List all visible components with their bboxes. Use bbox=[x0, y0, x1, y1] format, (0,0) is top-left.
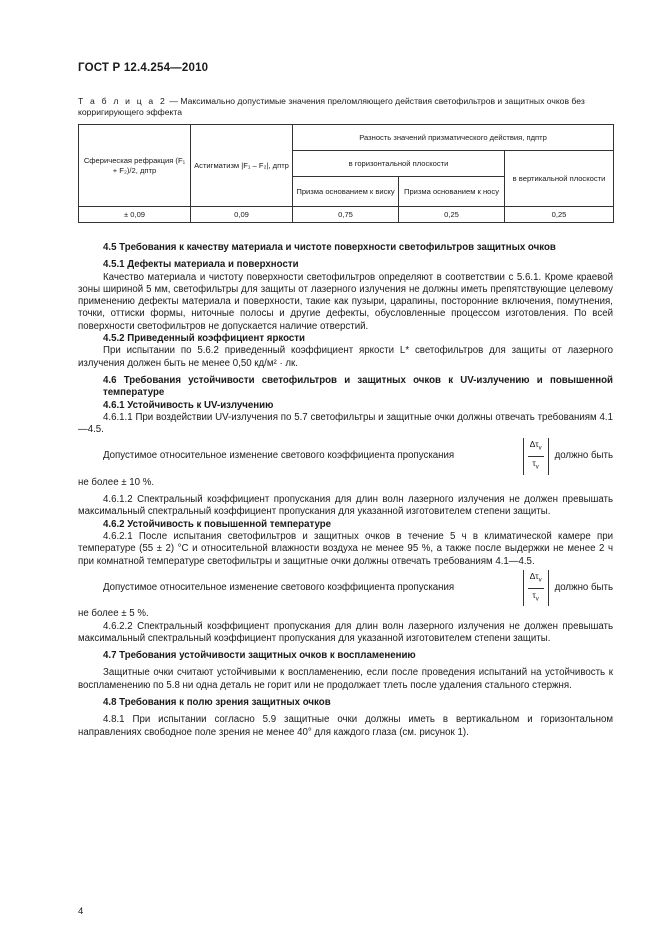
th-vertical: в вертикальной плоскости bbox=[505, 151, 614, 207]
section-4-5-2-title: 4.5.2 Приведенный коэффициент яркости bbox=[103, 333, 305, 345]
document-body bbox=[78, 242, 613, 739]
formula-line-1 bbox=[78, 438, 613, 474]
table-caption bbox=[78, 96, 590, 118]
relative-change-formula bbox=[523, 570, 549, 606]
formula-2-tail: не более ± 5 %. bbox=[78, 608, 149, 620]
formula-1-text: Допустимое относительное изменение светового коэффициента пропускания bbox=[103, 450, 455, 462]
table-cell: 0,25 bbox=[399, 207, 505, 223]
section-4-8-title: 4.8 Требования к полю зрения защитных очков bbox=[103, 697, 331, 709]
th-spherical: Сферическая рефракция (F₁ + F₂)/2, дптр bbox=[79, 125, 191, 207]
section-4-6-2-title: 4.6.2 Устойчивость к повышенной температуре bbox=[103, 518, 332, 530]
section-4-5-1-title: 4.5.1 Дефекты материала и поверхности bbox=[103, 259, 299, 271]
section-4-5-1-text: Качество материала и чистоту поверхности светофильтров определяют в соответствии с 5.6.1. Кроме краевой зоны шириной 5 мм, светофильтры для защиты от лазерного излучения не должны иметь препятствующие целевому применению дефекты материала и поверхности, такие как пузыри, царапины, посторонние включения, помутнения, точки, оттиски формы, ниточные полосы и другие дефекты, обусловленные процессом изготовления. По всей поверхности светофильтров не допускается наличие отверстий. bbox=[78, 271, 613, 332]
th-prism: Разность значений призматического действия, пдптр bbox=[293, 125, 614, 151]
formula-1-tail: не более ± 10 %. bbox=[78, 476, 155, 488]
section-4-5-title: 4.5 Требования к качеству материала и чистоте поверхности светофильтров защитных очков bbox=[103, 242, 556, 253]
table-cell: ± 0,09 bbox=[79, 207, 191, 223]
table-cell: 0,25 bbox=[505, 207, 614, 223]
formula-1-after: должно быть bbox=[554, 450, 613, 462]
formula-numerator: Δτ bbox=[529, 439, 539, 450]
relative-change-formula bbox=[523, 438, 549, 474]
th-prism-temple: Призма основанием к виску bbox=[293, 177, 399, 207]
refraction-table bbox=[78, 124, 614, 223]
formula-subscript: v bbox=[535, 596, 539, 603]
formula-numerator: Δτ bbox=[529, 570, 539, 581]
section-4-6-1-title: 4.6.1 Устойчивость к UV-излучению bbox=[103, 399, 274, 411]
section-4-6-2-2-text: 4.6.2.2 Спектральный коэффициент пропускания для длин волн лазерного излучения не должен превышать максимальный спектральный коэффициент пропускания для указанной изготовителем степени защиты. bbox=[78, 620, 613, 644]
section-4-6-1-2-text: 4.6.1.2 Спектральный коэффициент пропускания для длин волн лазерного излучения не должен превышать максимальный спектральный коэффициент пропускания для указанной изготовителем степени защиты. bbox=[78, 494, 613, 518]
section-4-7-title: 4.7 Требования устойчивости защитных очков к воспламенению bbox=[103, 650, 416, 662]
formula-denominator: τ bbox=[532, 589, 536, 600]
formula-2-text: Допустимое относительное изменение светового коэффициента пропускания bbox=[103, 581, 455, 593]
table-caption-label: Т а б л и ц а 2 bbox=[78, 96, 167, 106]
th-prism-nose: Призма основанием к носу bbox=[399, 177, 505, 207]
section-4-6-1-1-text: 4.6.1.1 При воздействии UV-излучения по 5.7 светофильтры и защитные очки должны отвечать требованиям 4.1—4.5. bbox=[78, 411, 613, 436]
formula-denominator: τ bbox=[532, 458, 536, 469]
formula-subscript: v bbox=[538, 446, 542, 453]
th-astigmatism: Астигматизм |F₁ – F₂|, дптр bbox=[191, 125, 293, 207]
th-horizontal: в горизонтальной плоскости bbox=[293, 151, 505, 177]
section-4-7-text: Защитные очки считают устойчивыми к воспламенению, если после проведения испытаний на устойчивость к воспламенению по 5.8 ни одна деталь не горит или не продолжает тлеть после удаления стального стержня. bbox=[78, 667, 613, 691]
formula-2-after: должно быть bbox=[554, 581, 613, 593]
formula-subscript: v bbox=[538, 577, 542, 584]
section-4-6-title: 4.6 Требования устойчивости светофильтров и защитных очков к UV-излучению и повышенной температуре bbox=[103, 374, 613, 399]
section-4-5-2-text: При испытании по 5.6.2 приведенный коэффициент яркости L* светофильтров для защиты от лазерного излучения должен быть не менее 0,50 кд/м² · лк. bbox=[78, 345, 613, 369]
formula-subscript: v bbox=[535, 464, 539, 471]
table-cell: 0,09 bbox=[191, 207, 293, 223]
section-4-8-1-text: 4.8.1 При испытании согласно 5.9 защитные очки должны иметь в вертикальном и горизонтальном направлениях свободное поле зрения не менее 40° для каждого глаза (см. рисунок 1). bbox=[78, 714, 613, 738]
formula-line-2 bbox=[78, 570, 613, 606]
standard-header: ГОСТ Р 12.4.254—2010 bbox=[78, 62, 209, 74]
section-4-6-2-1-text: 4.6.2.1 После испытания светофильтров и защитных очков в течение 5 ч в климатической камере при температуре (55 ± 2) °С и относительной влажности воздуха не менее 95 %, а также после выдержки не менее 2 ч при комнатной температуре светофильтры и защитные очки должны отвечать требованиям 4.1—4.5. bbox=[78, 531, 613, 567]
page-number: 4 bbox=[78, 906, 84, 917]
table-caption-text: — Максимально допустимые значения преломляющего действия светофильтров и защитных очков без корригирующего эффекта bbox=[78, 96, 585, 117]
table-cell: 0,75 bbox=[293, 207, 399, 223]
